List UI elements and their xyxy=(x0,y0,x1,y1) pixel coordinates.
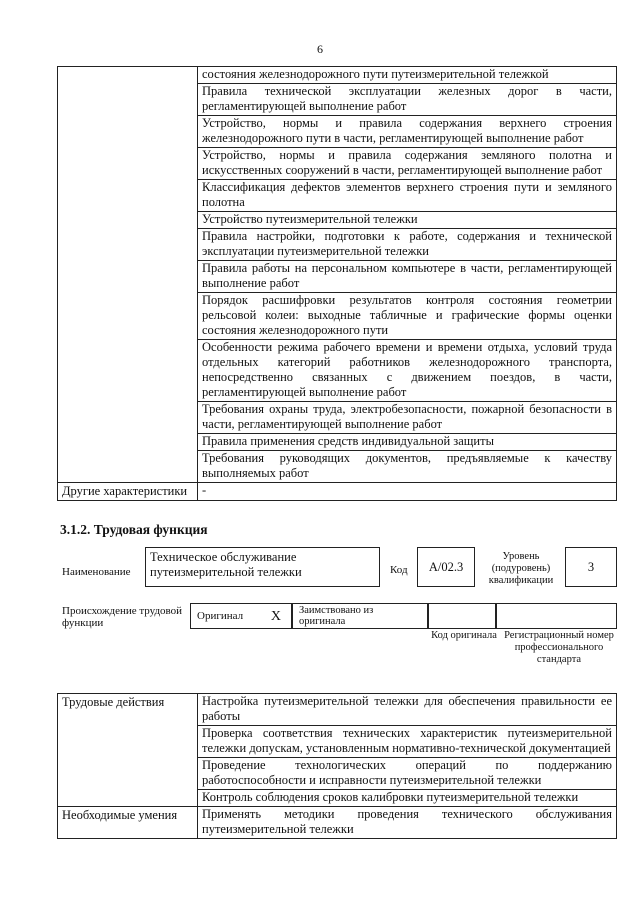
table-row xyxy=(58,67,617,84)
action-item: Контроль соблюдения сроков калибровки путеизмерительной тележки xyxy=(198,790,617,807)
knowledge-item: Порядок расшифровки результатов контроля состояния геометрии рельсовой колеи: выходные табличные и графические формы оценки состояния железнодорожного пути xyxy=(198,293,617,340)
action-item: Проведение технологических операций по поддержанию работоспособности и исправности путеизмерительной тележки xyxy=(198,758,617,790)
code-value: А/02.3 xyxy=(428,559,464,574)
reg-number-box xyxy=(496,603,617,629)
code-label: Код xyxy=(390,564,408,576)
other-characteristics-label: Другие характеристики xyxy=(58,483,198,501)
action-item: Проверка соответствия технических характеристик путеизмерительной тележки допускам, установленным нормативно-технической документацией xyxy=(198,726,617,758)
knowledge-item: Правила применения средств индивидуальной защиты xyxy=(198,434,617,451)
page-number: 6 xyxy=(317,42,323,56)
other-characteristics-value: - xyxy=(198,483,617,501)
table-row xyxy=(58,483,617,501)
knowledge-item: Устройство путеизмерительной тележки xyxy=(198,212,617,229)
skill-item: Применять методики проведения технического обслуживания путеизмерительной тележки xyxy=(198,807,617,839)
origin-code-box xyxy=(428,603,496,629)
knowledge-item: Правила работы на персональном компьютере в части, регламентирующей выполнение работ xyxy=(198,261,617,293)
knowledge-item: Правила настройки, подготовки к работе, содержания и технической эксплуатации путеизмерительной тележки xyxy=(198,229,617,261)
knowledge-item: состояния железнодорожного пути путеизмерительной тележкой xyxy=(198,67,617,84)
actions-label: Трудовые действия xyxy=(58,694,198,807)
section-heading: 3.1.2. Трудовая функция xyxy=(60,522,208,537)
original-box xyxy=(190,603,292,629)
level-value: 3 xyxy=(587,559,595,574)
borrowed-label: Заимствовано из оригинала xyxy=(299,605,374,627)
reg-number-caption: Регистрационный номер профессионального стандарта xyxy=(504,630,614,665)
level-box xyxy=(565,547,617,587)
function-name-value: Техническое обслуживание путеизмерительной тележки xyxy=(150,550,302,579)
origin-label: Происхождение трудовой функции xyxy=(62,605,183,629)
knowledge-item: Устройство, нормы и правила содержания верхнего строения железнодорожного пути в части, регламентирующей выполнение работ xyxy=(198,116,617,148)
knowledge-item: Устройство, нормы и правила содержания земляного полотна и искусственных сооружений в части, регламентирующей выполнение работ xyxy=(198,148,617,180)
code-box xyxy=(417,547,475,587)
original-label: Оригинал xyxy=(197,609,244,622)
knowledge-item: Правила технической эксплуатации железных дорог в части, регламентирующей выполнение работ xyxy=(198,84,617,116)
function-table xyxy=(57,693,617,839)
name-label: Наименование xyxy=(62,566,131,578)
table-row xyxy=(58,807,617,839)
table-row xyxy=(58,694,617,726)
action-item: Настройка путеизмерительной тележки для обеспечения правильности ее работы xyxy=(198,694,617,726)
knowledge-label-cell xyxy=(58,67,198,483)
requirements-table xyxy=(57,66,617,501)
knowledge-item: Классификация дефектов элементов верхнего строения пути и земляного полотна xyxy=(198,180,617,212)
level-label: Уровень (подуровень) квалификации xyxy=(488,551,554,586)
knowledge-item: Особенности режима рабочего времени и времени отдыха, условий труда отдельных категорий работников железнодорожного транспорта, непосредственно связанных с движением поездов, в части, регламентирующей выполнение работ xyxy=(198,340,617,402)
original-mark: X xyxy=(270,608,281,624)
knowledge-item: Требования руководящих документов, предъявляемые к качеству выполняемых работ xyxy=(198,451,617,483)
knowledge-item: Требования охраны труда, электробезопасности, пожарной безопасности в части, регламентирующей выполнение работ xyxy=(198,402,617,434)
borrowed-box xyxy=(292,603,428,629)
skills-label: Необходимые умения xyxy=(58,807,198,839)
function-name-box xyxy=(145,547,380,587)
origin-code-caption: Код оригинала xyxy=(431,630,497,641)
